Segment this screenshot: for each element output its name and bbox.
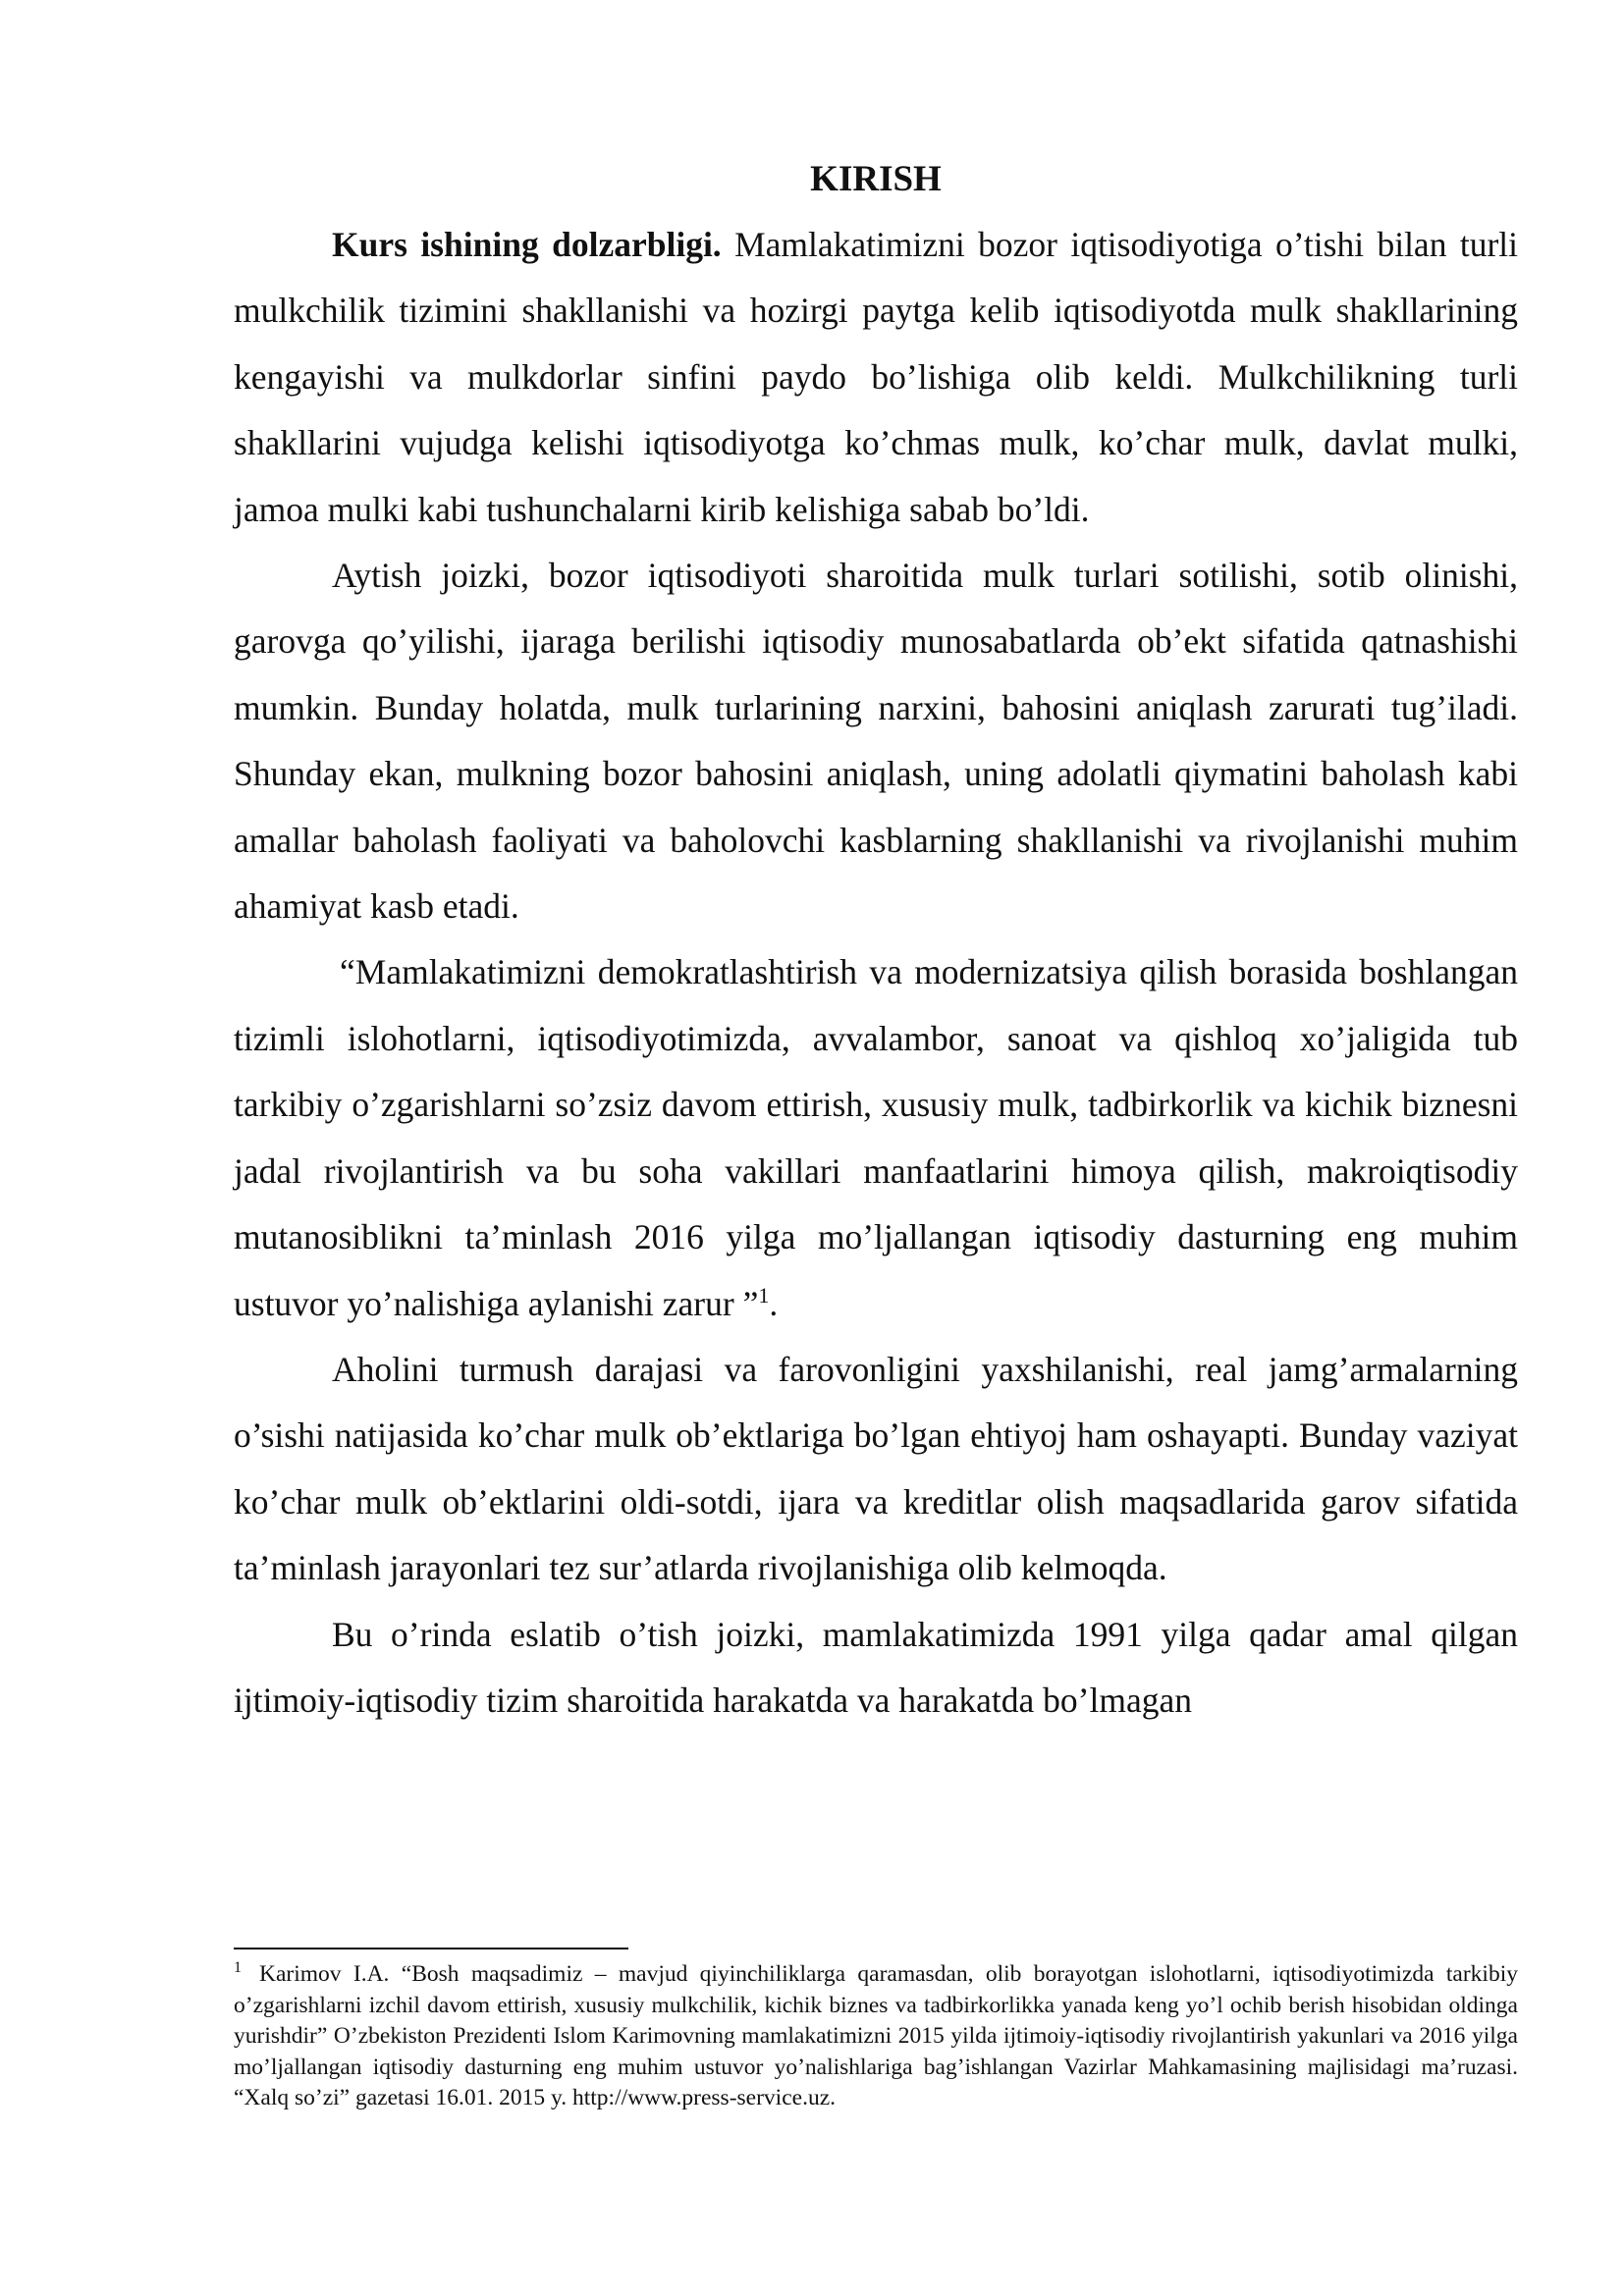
- quote-text: “Mamlakatimizni demokratlashtirish va modernizatsiya qilish borasida boshlangan tizimli islohotlarni, iqtisodiyotimizda, avvalambor, sanoat va qishloq xo’jaligida tub tarkibiy o’zgarishlarni so’zsiz davom ettirish, xususiy mulk, tadbirkorlik va kichik biznesni jadal rivojlantirish va bu soha vakillari manfaatlarini himoya qilish, makroiqtisodiy mutanosiblikni ta’minlash 2016 yilga mo’ljallangan iqtisodiy dasturning eng muhim ustuvor yo’nalishiga aylanishi zarur ”: [234, 952, 1518, 1323]
- footnote-text: Karimov I.A. “Bosh maqsadimiz – mavjud qiyinchiliklarga qaramasdan, olib borayotgan islohotlarni, iqtisodiyotimizda tarkibiy o’zgarishlarni izchil davom ettirish, xususiy mulkchilik, kichik biznes va tadbirkorlikka yanada keng yo’l ochib berish hisobidan oldinga yurishdir” O’zbekiston Prezidenti Islom Karimovning mamlakatimizni 2015 yilda ijtimoiy-iqtisodiy rivojlantirish yakunlari va 2016 yilga mo’ljallangan iqtisodiy dasturning eng muhim ustuvor yo’nalishlariga bag’ishlangan Vazirlar Mahkamasining majlisidagi ma’ruzasi. “Xalq so’zi” gazetasi 16.01. 2015 y. http://www.press-service.uz.: [234, 1961, 1518, 2110]
- body-text: [234, 212, 1518, 1734]
- footnote-divider: [234, 1948, 628, 1949]
- footnote-number: 1: [234, 1959, 242, 1977]
- paragraph-welfare: Aholini turmush darajasi va farovonligini yaxshilanishi, real jamg’armalarning o’sishi natijasida ko’char mulk ob’ektlariga bo’lgan ehtiyoj ham oshayapti. Bunday vaziyat ko’char mulk ob’ektlarini oldi-sotdi, ijara va kreditlar olish maqsadlarida garov sifatida ta’minlash jarayonlari tez sur’atlarda rivojlanishiga olib kelmoqda.: [234, 1349, 1518, 1588]
- footnote: [234, 1959, 1518, 2114]
- footnote-reference: 1: [758, 1282, 770, 1308]
- paragraph-text: Mamlakatimizni bozor iqtisodiyotiga o’tishi bilan turli mulkchilik tizimini shakllanishi va hozirgi paytga kelib iqtisodiyotda mulk shakllarining kengayishi va mulkdorlar sinfini paydo bo’lishiga olib keldi. Mulkchilikning turli shakllarini vujudga kelishi iqtisodiyotga ko’chmas mulk, ko’char mulk, davlat mulki, jamoa mulki kabi tushunchalarni kirib kelishiga sabab bo’ldi.: [234, 225, 1518, 529]
- paragraph-lead-bold: Kurs ishining dolzarbligi.: [332, 225, 722, 264]
- paragraph-quote: [234, 939, 1518, 1336]
- page-title: KIRISH: [810, 159, 942, 199]
- paragraph-valuation: Aytish joizki, bozor iqtisodiyoti sharoitida mulk turlari sotilishi, sotib olinishi, garovga qo’yilishi, ijaraga berilishi iqtisodiy munosabatlarda ob’ekt sifatida qatnashishi mumkin. Bunday holatda, mulk turlarining narxini, bahosini aniqlash zarurati tug’iladi. Shunday ekan, mulkning bozor bahosini aniqlash, uning adolatli qiymatini baholash kabi amallar baholash faoliyati va baholovchi kasblarning shakllanishi va rivojlanishi muhim ahamiyat kasb etadi.: [234, 556, 1518, 927]
- quote-end: .: [769, 1283, 779, 1323]
- paragraph-history: Bu o’rinda eslatib o’tish joizki, mamlakatimizda 1991 yilga qadar amal qilgan ijtimoiy-iqtisodiy tizim sharoitida harakatda va harakatda bo’lmagan: [234, 1614, 1518, 1720]
- paragraph-relevance: [234, 212, 1518, 543]
